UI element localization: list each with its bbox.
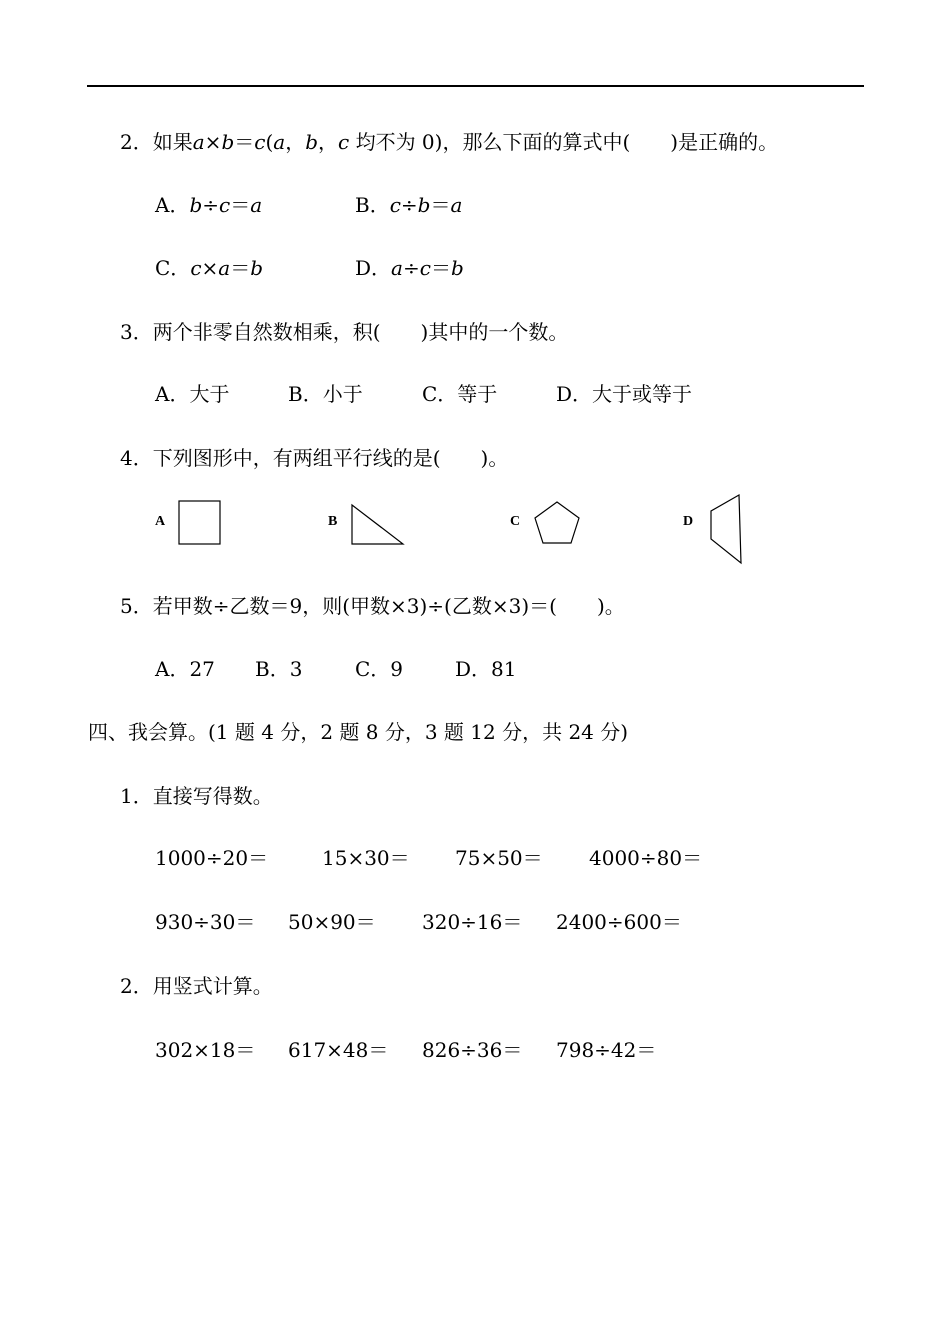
- figure-d-label: D: [683, 514, 694, 529]
- vertical-calc-item: 798÷42＝: [556, 1038, 657, 1062]
- vertical-calc-item: 826÷36＝: [422, 1038, 523, 1062]
- vertical-calc-item: 617×48＝: [288, 1038, 389, 1062]
- calc-item: 2400÷600＝: [556, 910, 682, 934]
- figure-b-label: B: [328, 514, 338, 529]
- right-triangle-figure: [350, 504, 406, 546]
- q4-stem: 4．下列图形中，有两组平行线的是( )。: [120, 446, 509, 470]
- q2-option-c: C．c×a＝b: [155, 256, 264, 280]
- q3-stem: 3．两个非零自然数相乘，积( )其中的一个数。: [120, 320, 569, 344]
- q3-option-c: C．等于: [422, 382, 498, 406]
- trapezoid-figure: [708, 493, 744, 565]
- section-4-title: 四、我会算。(1 题 4 分，2 题 8 分，3 题 12 分，共 24 分): [88, 720, 629, 744]
- q3-option-b: B．小于: [288, 382, 363, 406]
- s4-p2-stem: 2．用竖式计算。: [120, 974, 273, 998]
- calc-item: 50×90＝: [288, 910, 376, 934]
- q5-option-b: B．3: [255, 657, 303, 681]
- figure-c-label: C: [510, 514, 521, 529]
- q3-option-a: A．大于: [155, 382, 230, 406]
- pentagon-figure: [534, 500, 582, 546]
- top-rule: [87, 85, 864, 87]
- calc-item: 320÷16＝: [422, 910, 523, 934]
- q2-option-a: A．b÷c＝a: [155, 193, 263, 217]
- q5-option-c: C．9: [355, 657, 404, 681]
- calc-item: 1000÷20＝: [155, 846, 269, 870]
- q2-option-b: B．c÷b＝a: [355, 193, 463, 217]
- q5-option-d: D．81: [455, 657, 517, 681]
- q5-option-a: A．27: [155, 657, 215, 681]
- q5-stem: 5．若甲数÷乙数＝9，则(甲数×3)÷(乙数×3)＝( )。: [120, 594, 625, 618]
- calc-item: 75×50＝: [455, 846, 543, 870]
- calc-item: 930÷30＝: [155, 910, 256, 934]
- q2-stem: 2．如果a×b＝c(a，b，c 均不为 0)，那么下面的算式中( )是正确的。: [120, 130, 779, 154]
- figure-a-label: A: [155, 514, 166, 529]
- q2-option-d: D．a÷c＝b: [355, 256, 464, 280]
- vertical-calc-item: 302×18＝: [155, 1038, 256, 1062]
- square-figure: [178, 500, 222, 546]
- calc-item: 4000÷80＝: [589, 846, 703, 870]
- q3-option-d: D．大于或等于: [556, 382, 693, 406]
- s4-p1-stem: 1．直接写得数。: [120, 784, 273, 808]
- calc-item: 15×30＝: [322, 846, 410, 870]
